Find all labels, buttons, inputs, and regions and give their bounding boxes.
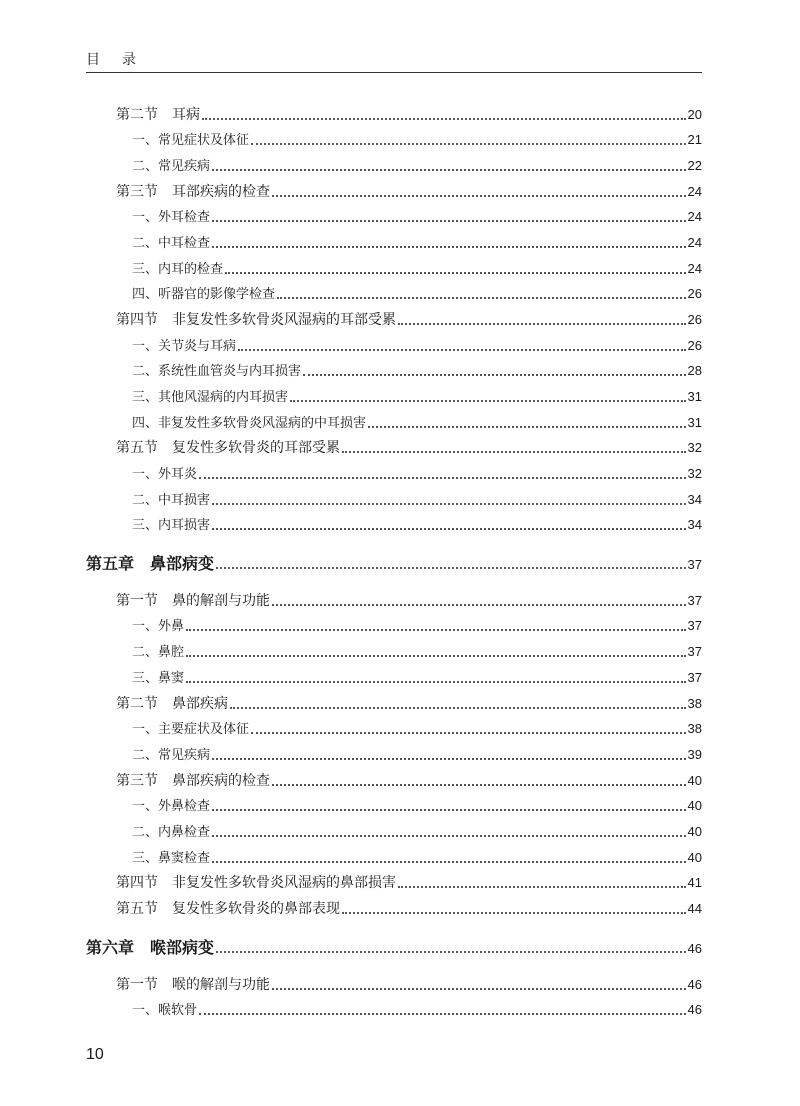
toc-item[interactable]: [132, 847, 702, 869]
dot-leader: [230, 707, 686, 709]
toc-entry-page: 37: [687, 618, 702, 633]
toc-entry-page: 34: [687, 492, 702, 507]
dot-leader: [212, 528, 686, 530]
dot-leader: [212, 246, 686, 248]
toc-item[interactable]: [132, 999, 702, 1021]
toc-item[interactable]: [132, 155, 702, 177]
dot-leader: [272, 784, 686, 786]
toc-entry-page: 21: [687, 132, 702, 147]
toc-item[interactable]: [132, 335, 702, 357]
dot-leader: [251, 732, 686, 734]
toc-entry-page: 24: [687, 235, 702, 250]
dot-leader: [290, 400, 686, 402]
toc-entry-label: 一、外耳检查: [132, 210, 211, 225]
toc-entry-label: 二、常见疾病: [132, 159, 211, 174]
dot-leader: [272, 604, 686, 606]
toc-entry-page: 46: [687, 1002, 702, 1017]
toc-item[interactable]: [132, 386, 702, 408]
toc-entry-label: 一、外鼻检查: [132, 799, 211, 814]
toc-entry-page: 39: [687, 747, 702, 762]
toc-section[interactable]: [116, 872, 702, 894]
toc-entry-page: 24: [687, 184, 702, 199]
toc-item[interactable]: [132, 232, 702, 254]
toc-entry-label: 第四节 非复发性多软骨炎风湿病的耳部受累: [116, 312, 396, 328]
toc-entry-label: 三、其他风湿病的内耳损害: [132, 390, 289, 405]
toc-entry-page: 32: [687, 440, 702, 455]
dot-leader: [212, 758, 686, 760]
toc-entry-label: 二、系统性血管炎与内耳损害: [132, 364, 302, 379]
dot-leader: [272, 195, 686, 197]
toc-entry-label: 一、主要症状及体征: [132, 722, 250, 737]
toc-entry-page: 31: [687, 389, 702, 404]
toc-item[interactable]: [132, 206, 702, 228]
dot-leader: [212, 861, 686, 863]
toc-entry-page: 44: [687, 901, 702, 916]
toc-section[interactable]: [116, 104, 702, 126]
toc-entry-page: 40: [687, 850, 702, 865]
toc-entry-page: 31: [687, 415, 702, 430]
dot-leader: [216, 951, 686, 953]
toc-entry-label: 第二节 鼻部疾病: [116, 696, 228, 712]
toc-entry-page: 24: [687, 261, 702, 276]
toc-entry-label: 第三节 耳部疾病的检查: [116, 184, 270, 200]
toc-entry-page: 37: [687, 557, 702, 572]
toc-entry-label: 第五节 复发性多软骨炎的耳部受累: [116, 440, 340, 456]
page-header: [86, 50, 702, 73]
dot-leader: [342, 451, 686, 453]
dot-leader: [303, 374, 686, 376]
dot-leader: [186, 629, 686, 631]
toc-entry-label: 一、喉软骨: [132, 1003, 198, 1018]
dot-leader: [272, 988, 686, 990]
toc-entry-page: 28: [687, 363, 702, 378]
toc-section[interactable]: [116, 590, 702, 612]
toc-entry-label: 第一节 鼻的解剖与功能: [116, 593, 270, 609]
toc-item[interactable]: [132, 615, 702, 637]
toc-entry-page: 37: [687, 670, 702, 685]
dot-leader: [212, 835, 686, 837]
header-title: 目录: [86, 52, 158, 68]
toc-section[interactable]: [116, 437, 702, 459]
toc-entry-page: 26: [687, 286, 702, 301]
toc-entry-label: 二、内鼻检查: [132, 825, 211, 840]
toc-item[interactable]: [132, 463, 702, 485]
dot-leader: [398, 886, 686, 888]
toc-entry-label: 二、中耳检查: [132, 236, 211, 251]
dot-leader: [199, 1013, 686, 1015]
toc-entry-label: 第五节 复发性多软骨炎的鼻部表现: [116, 901, 340, 917]
dot-leader: [212, 503, 686, 505]
toc-item[interactable]: [132, 821, 702, 843]
dot-leader: [251, 143, 686, 145]
toc-item[interactable]: [132, 641, 702, 663]
toc-entry-page: 26: [687, 338, 702, 353]
toc-entry-page: 22: [687, 158, 702, 173]
toc-entry-label: 第五章 鼻部病变: [86, 554, 215, 573]
toc-entry-label: 一、关节炎与耳病: [132, 339, 237, 354]
toc-entry-page: 37: [687, 593, 702, 608]
toc-entry-page: 24: [687, 209, 702, 224]
toc-item[interactable]: [132, 744, 702, 766]
toc-item[interactable]: [132, 489, 702, 511]
toc-entry-label: 二、常见疾病: [132, 748, 211, 763]
dot-leader: [199, 477, 686, 479]
toc-entry-label: 三、鼻窦检查: [132, 851, 211, 866]
toc-item[interactable]: [132, 283, 702, 305]
toc-entry-page: 41: [687, 875, 702, 890]
toc-item[interactable]: [132, 412, 702, 434]
toc-entry-page: 40: [687, 798, 702, 813]
toc-entry-label: 第三节 鼻部疾病的检查: [116, 773, 270, 789]
footer-page-number: 10: [86, 1046, 104, 1063]
toc-entry-page: 46: [687, 977, 702, 992]
toc-entry-label: 二、中耳损害: [132, 493, 211, 508]
toc-entry-label: 二、鼻腔: [132, 645, 185, 660]
toc-item[interactable]: [132, 258, 702, 280]
toc-chapter[interactable]: [86, 935, 702, 961]
toc-entry-label: 一、外耳炎: [132, 467, 198, 482]
toc-entry-label: 第一节 喉的解剖与功能: [116, 977, 270, 993]
toc-entry-label: 第四节 非复发性多软骨炎风湿病的鼻部损害: [116, 875, 396, 891]
toc-entry-label: 四、非复发性多软骨炎风湿病的中耳损害: [132, 416, 367, 431]
dot-leader: [368, 426, 686, 428]
dot-leader: [212, 809, 686, 811]
dot-leader: [238, 349, 686, 351]
toc-entry-page: 46: [687, 941, 702, 956]
dot-leader: [212, 220, 686, 222]
toc-entry-label: 一、常见症状及体征: [132, 133, 250, 148]
toc-section[interactable]: [116, 309, 702, 331]
toc-entry-label: 三、鼻窦: [132, 671, 185, 686]
dot-leader: [186, 681, 686, 683]
toc-entry-label: 第二节 耳病: [116, 107, 200, 123]
toc-item[interactable]: [132, 718, 702, 740]
toc-section[interactable]: [116, 770, 702, 792]
dot-leader: [225, 272, 686, 274]
toc-entry-page: 38: [687, 721, 702, 736]
toc-item[interactable]: [132, 795, 702, 817]
toc-entry-page: 38: [687, 696, 702, 711]
dot-leader: [342, 912, 686, 914]
toc-item[interactable]: [132, 667, 702, 689]
toc-item[interactable]: [132, 360, 702, 382]
toc-entry-page: 26: [687, 312, 702, 327]
toc-section[interactable]: [116, 974, 702, 996]
toc-item[interactable]: [132, 129, 702, 151]
toc-entry-page: 34: [687, 517, 702, 532]
toc-entry-page: 32: [687, 466, 702, 481]
toc-entry-page: 37: [687, 644, 702, 659]
toc-entry-page: 40: [687, 773, 702, 788]
toc-entry-label: 三、内耳的检查: [132, 262, 224, 277]
toc-section[interactable]: [116, 181, 702, 203]
toc-entry-label: 四、听器官的影像学检查: [132, 287, 276, 302]
toc-entry-label: 一、外鼻: [132, 619, 185, 634]
dot-leader: [186, 655, 686, 657]
toc-section[interactable]: [116, 898, 702, 920]
dot-leader: [212, 169, 686, 171]
dot-leader: [202, 118, 686, 120]
dot-leader: [277, 297, 686, 299]
toc-entry-label: 三、内耳损害: [132, 518, 211, 533]
toc-chapter[interactable]: [86, 551, 702, 577]
toc-item[interactable]: [132, 514, 702, 536]
toc-entry-page: 20: [687, 107, 702, 122]
dot-leader: [216, 567, 686, 569]
toc-section[interactable]: [116, 693, 702, 715]
toc-entry-label: 第六章 喉部病变: [86, 938, 215, 957]
toc-entry-page: 40: [687, 824, 702, 839]
dot-leader: [398, 323, 686, 325]
